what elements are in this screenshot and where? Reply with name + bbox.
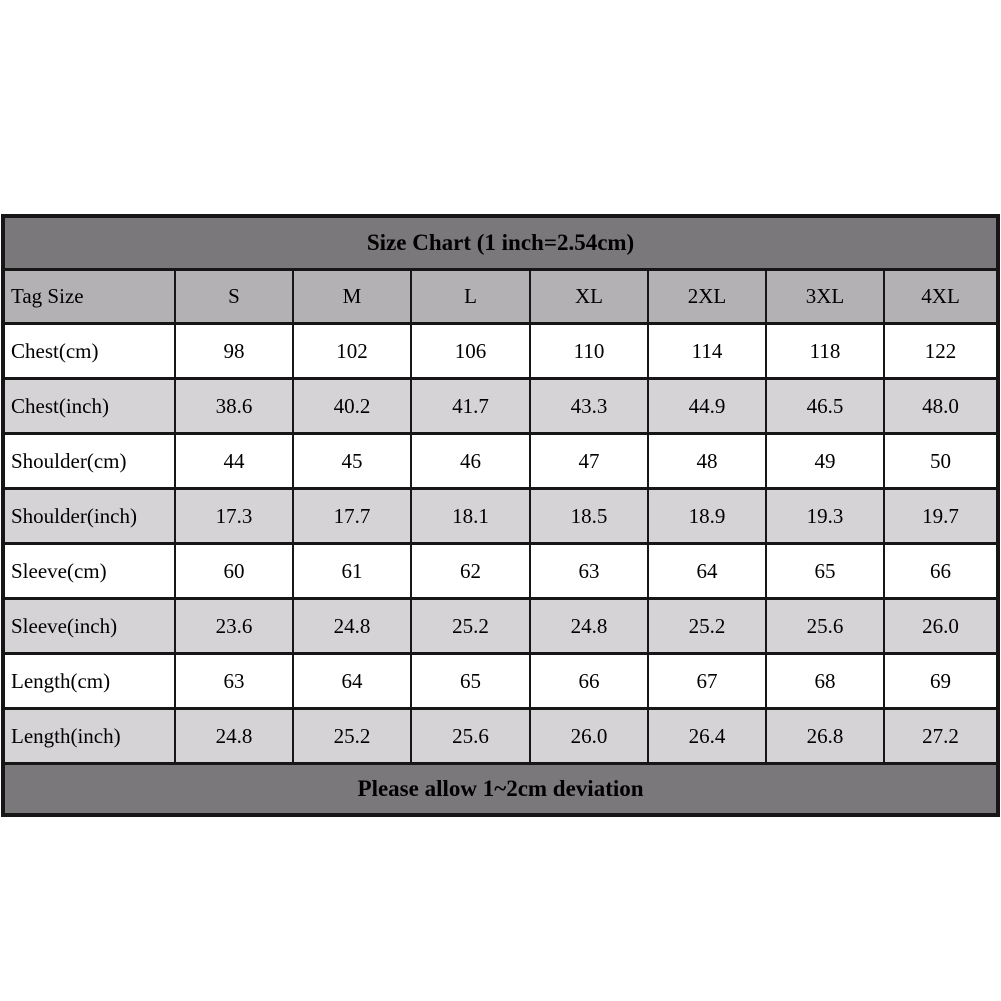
cell-value: 17.3	[175, 489, 293, 544]
cell-value: 41.7	[411, 379, 530, 434]
table-row	[3, 324, 998, 379]
table-row	[3, 709, 998, 764]
row-label: Chest(inch)	[3, 379, 175, 434]
cell-value: 24.8	[530, 599, 648, 654]
cell-value: 64	[293, 654, 411, 709]
row-label: Sleeve(cm)	[3, 544, 175, 599]
column-header-2xl: 2XL	[648, 270, 766, 324]
column-header-l: L	[411, 270, 530, 324]
cell-value: 25.2	[648, 599, 766, 654]
cell-value: 27.2	[884, 709, 998, 764]
cell-value: 102	[293, 324, 411, 379]
cell-value: 64	[648, 544, 766, 599]
cell-value: 25.6	[766, 599, 884, 654]
cell-value: 18.5	[530, 489, 648, 544]
cell-value: 43.3	[530, 379, 648, 434]
row-label: Length(inch)	[3, 709, 175, 764]
cell-value: 17.7	[293, 489, 411, 544]
cell-value: 44	[175, 434, 293, 489]
cell-value: 65	[766, 544, 884, 599]
cell-value: 24.8	[293, 599, 411, 654]
column-header-3xl: 3XL	[766, 270, 884, 324]
cell-value: 66	[530, 654, 648, 709]
cell-value: 25.2	[293, 709, 411, 764]
cell-value: 26.0	[884, 599, 998, 654]
cell-value: 18.9	[648, 489, 766, 544]
cell-value: 48	[648, 434, 766, 489]
row-label: Shoulder(cm)	[3, 434, 175, 489]
table-row	[3, 544, 998, 599]
cell-value: 98	[175, 324, 293, 379]
table-row	[3, 654, 998, 709]
cell-value: 63	[530, 544, 648, 599]
cell-value: 60	[175, 544, 293, 599]
cell-value: 65	[411, 654, 530, 709]
row-label: Chest(cm)	[3, 324, 175, 379]
cell-value: 38.6	[175, 379, 293, 434]
column-header-4xl: 4XL	[884, 270, 998, 324]
cell-value: 26.8	[766, 709, 884, 764]
cell-value: 46.5	[766, 379, 884, 434]
table-row	[3, 379, 998, 434]
table-row	[3, 489, 998, 544]
cell-value: 26.4	[648, 709, 766, 764]
column-header-m: M	[293, 270, 411, 324]
cell-value: 25.2	[411, 599, 530, 654]
row-label: Length(cm)	[3, 654, 175, 709]
table-row	[3, 434, 998, 489]
row-label: Sleeve(inch)	[3, 599, 175, 654]
cell-value: 66	[884, 544, 998, 599]
cell-value: 110	[530, 324, 648, 379]
cell-value: 19.3	[766, 489, 884, 544]
cell-value: 61	[293, 544, 411, 599]
cell-value: 45	[293, 434, 411, 489]
column-header-xl: XL	[530, 270, 648, 324]
column-header-tag-size: Tag Size	[3, 270, 175, 324]
size-chart-table	[1, 214, 1000, 817]
cell-value: 114	[648, 324, 766, 379]
cell-value: 23.6	[175, 599, 293, 654]
cell-value: 46	[411, 434, 530, 489]
cell-value: 47	[530, 434, 648, 489]
cell-value: 63	[175, 654, 293, 709]
cell-value: 24.8	[175, 709, 293, 764]
cell-value: 26.0	[530, 709, 648, 764]
cell-value: 44.9	[648, 379, 766, 434]
table-title: Size Chart (1 inch=2.54cm)	[3, 216, 998, 270]
cell-value: 50	[884, 434, 998, 489]
table-row	[3, 599, 998, 654]
cell-value: 69	[884, 654, 998, 709]
cell-value: 48.0	[884, 379, 998, 434]
cell-value: 49	[766, 434, 884, 489]
table-footer-row	[3, 764, 998, 816]
cell-value: 18.1	[411, 489, 530, 544]
cell-value: 106	[411, 324, 530, 379]
cell-value: 122	[884, 324, 998, 379]
table-title-row	[3, 216, 998, 270]
cell-value: 67	[648, 654, 766, 709]
cell-value: 19.7	[884, 489, 998, 544]
table-footer-note: Please allow 1~2cm deviation	[3, 764, 998, 816]
column-header-s: S	[175, 270, 293, 324]
cell-value: 62	[411, 544, 530, 599]
cell-value: 68	[766, 654, 884, 709]
cell-value: 25.6	[411, 709, 530, 764]
cell-value: 40.2	[293, 379, 411, 434]
row-label: Shoulder(inch)	[3, 489, 175, 544]
cell-value: 118	[766, 324, 884, 379]
table-header-row	[3, 270, 998, 324]
